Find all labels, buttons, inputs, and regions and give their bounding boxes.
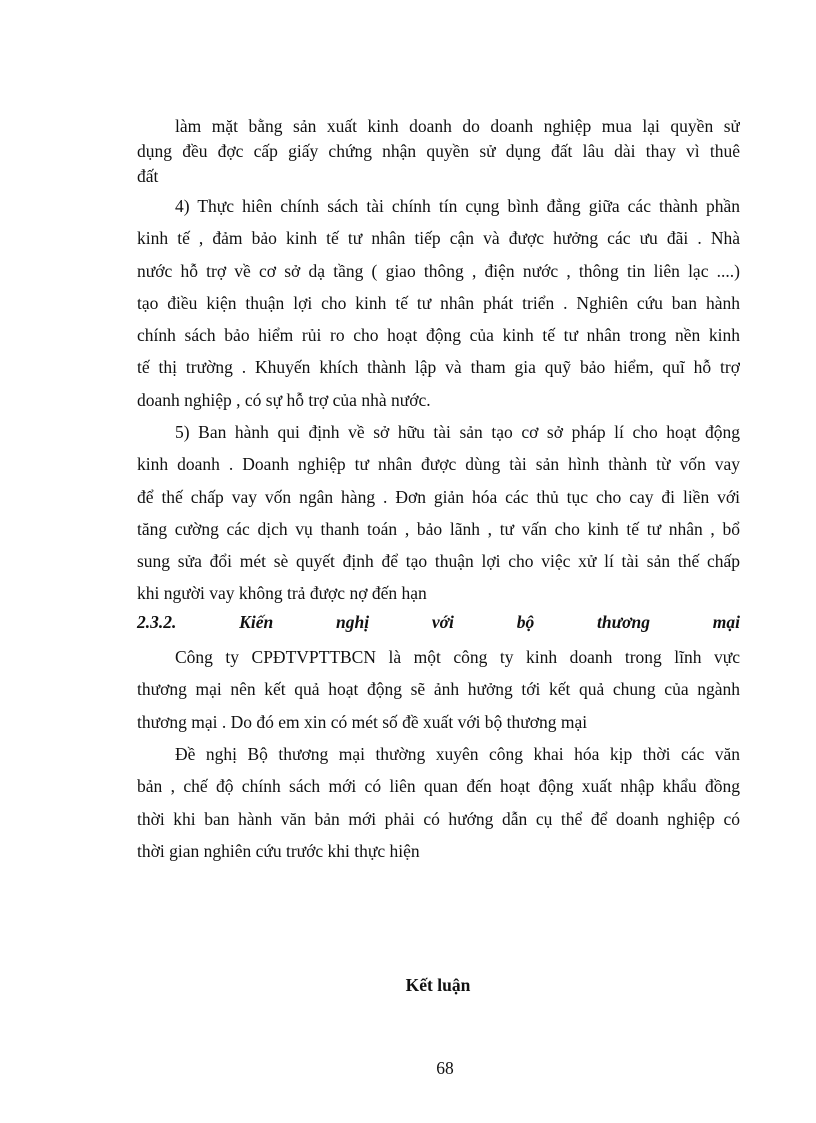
paragraph-line: thương mại . Do đó em xin có mét số đề xuất với bộ thương mại — [137, 711, 588, 732]
paragraph-line: nước hỗ trợ về cơ sở dạ tầng ( giao thông , điện nước , thông tin liên lạc ....) — [137, 260, 740, 281]
paragraph-proposal — [137, 738, 740, 867]
paragraph-item-5 — [137, 416, 740, 610]
section-title-word: Kiến — [239, 612, 274, 632]
paragraph-line: để thế chấp vay vốn ngân hàng . Đơn giản hóa các thủ tục cho cay đi liền với — [137, 486, 740, 507]
paragraph-line: thời khi ban hành văn bản mới phải có hướng dẫn cụ thể để doanh nghiệp có — [137, 808, 740, 829]
section-title-word: mại — [712, 612, 740, 632]
paragraph-item-4 — [137, 190, 740, 416]
paragraph-line: bản , chế độ chính sách mới có liên quan đến hoạt động xuất nhập khẩu đồng — [137, 776, 740, 797]
section-title-word: bộ — [516, 612, 535, 632]
paragraph-line: Công ty CPĐTVPTTBCN là một công ty kinh doanh trong lĩnh vực — [175, 647, 740, 667]
conclusion-title: Kết luận — [405, 975, 471, 995]
paragraph-line: doanh nghiệp , có sự hỗ trợ của nhà nước. — [137, 389, 431, 410]
page-number: 68 — [436, 1058, 454, 1078]
paragraph-line: kinh tế , đảm bảo kinh tế tư nhân tiếp cận và được hưởng các ưu đãi . Nhà — [137, 228, 740, 249]
paragraph-line: sung sửa đổi mét sè quyết định để tạo thuận lợi cho việc xử lí tài sản thế chấp — [137, 551, 740, 572]
section-number: 2.3.2. — [137, 612, 177, 632]
paragraph-line: khi người vay không trả được nợ đến hạn — [137, 583, 427, 604]
section-heading — [137, 610, 740, 634]
paragraph-line: dụng đều đợc cấp giấy chứng nhận quyền sử dụng đất lâu dài thay vì thuê — [137, 141, 740, 161]
paragraph-line: 4) Thực hiên chính sách tài chính tín cụng bình đẳng giữa các thành phần — [175, 196, 740, 216]
paragraph-line: kinh doanh . Doanh nghiệp tư nhân được dùng tài sản hình thành từ vốn vay — [137, 454, 740, 475]
paragraph-line: Đề nghị Bộ thương mại thường xuyên công khai hóa kịp thời các văn — [175, 744, 740, 764]
paragraph-line: thời gian nghiên cứu trước khi thực hiện — [137, 840, 420, 861]
paragraph-line: tăng cường các dịch vụ thanh toán , bảo lãnh , tư vấn cho kinh tế tư nhân , bổ — [137, 518, 740, 539]
paragraph-line: thương mại nên kết quả hoạt động sẽ ảnh hưởng tới kết quả chung của ngành — [137, 679, 740, 700]
section-title-word: nghị — [336, 612, 370, 632]
paragraph-line: tế thị trường . Khuyến khích thành lập và tham gia quỹ bảo hiểm, quĩ hỗ trợ — [137, 357, 740, 378]
paragraph-line: tạo điều kiện thuận lợi cho kinh tế tư nhân phát triển . Nghiên cứu ban hành — [137, 292, 740, 313]
paragraph-line: 5) Ban hành qui định về sở hữu tài sản tạo cơ sở pháp lí cho hoạt động — [175, 422, 740, 442]
section-title-word: thương — [597, 612, 650, 632]
paragraph-company — [137, 641, 740, 738]
paragraph-continuation — [137, 114, 740, 189]
paragraph-line: làm mặt bằng sản xuất kinh doanh do doanh nghiệp mua lại quyền sử — [175, 116, 740, 136]
paragraph-line: chính sách bảo hiểm rủi ro cho hoạt động của kinh tế tư nhân trong nền kinh — [137, 325, 740, 346]
section-title-word: với — [431, 612, 454, 632]
paragraph-line: đất — [137, 166, 159, 186]
